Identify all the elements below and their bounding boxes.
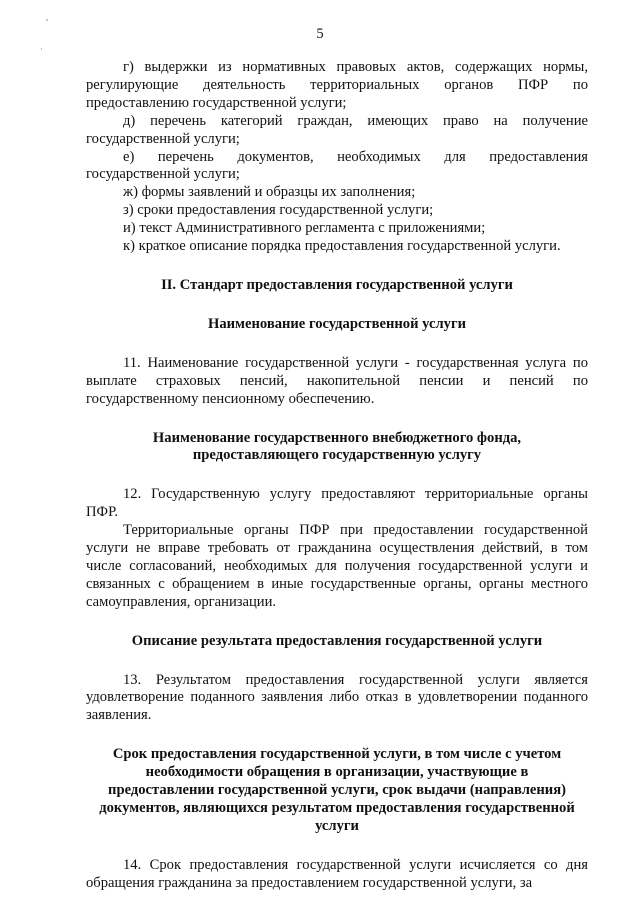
list-item: и) текст Административного регламента с приложениями; <box>123 220 486 237</box>
page-number: 5 <box>316 26 324 42</box>
subsection-heading <box>86 430 588 466</box>
scan-speck: , <box>46 13 48 22</box>
subsection-heading: Наименование государственной услуги <box>208 315 466 332</box>
subsection-heading <box>86 746 588 836</box>
list-item: е) перечень документов, необходимых для предоставления государственной услуги; <box>86 148 588 183</box>
subsection-heading: Описание результата предоставления государственной услуги <box>131 632 543 649</box>
list-item: к) краткое описание порядка предоставления государственной услуги. <box>123 238 561 255</box>
heading-line: Наименование государственного внебюджетного фонда, <box>152 429 522 446</box>
heading-line: услуги <box>315 817 359 834</box>
scan-speck: · <box>40 45 43 54</box>
section-heading: II. Стандарт предоставления государственной услуги <box>161 276 513 293</box>
heading-line: Срок предоставления государственной услуги, в том числе с учетом <box>112 746 562 763</box>
heading-line: предоставлении государственной услуги, срок выдачи (направления) <box>108 782 566 799</box>
heading-line: предоставляющего государственную услугу <box>192 447 482 464</box>
paragraph-14: 14. Срок предоставления государственной услуги исчисляется со дня обращения гражданина за предоставлением государственной услуги, за <box>86 856 588 891</box>
list-item: з) сроки предоставления государственной услуги; <box>123 202 434 219</box>
paragraph-12: 12. Государственную услугу предоставляют территориальные органы ПФР. <box>86 486 588 521</box>
list-item: д) перечень категорий граждан, имеющих право на получение государственной услуги; <box>86 112 588 147</box>
paragraph-13: 13. Результатом предоставления государственной услуги является удовлетворение поданного заявления либо отказ в удовлетворении поданного заявления. <box>86 671 588 724</box>
page-body <box>86 59 588 893</box>
heading-line: необходимости обращения в организации, участвующие в <box>145 764 529 781</box>
list-item: г) выдержки из нормативных правовых актов, содержащих нормы, регулирующие деятельность территориальных органов ПФР по предоставлению государственной услуги; <box>86 59 588 111</box>
paragraph-11: 11. Наименование государственной услуги - государственная услуга по выплате страховых пенсий, накопительной пенсии и пенсий по государственному пенсионному обеспечению. <box>86 354 588 407</box>
paragraph-12-continued: Территориальные органы ПФР при предоставлении государственной услуги не вправе требовать от гражданина осуществления действий, в том числе согласований, необходимых для получения государственной услуги и связанных с обращением в иные государственные органы, органы местного самоуправления, организации. <box>86 522 588 610</box>
list-item: ж) формы заявлений и образцы их заполнения; <box>123 184 416 201</box>
heading-line: документов, являющихся результатом предоставления государственной <box>99 800 575 816</box>
